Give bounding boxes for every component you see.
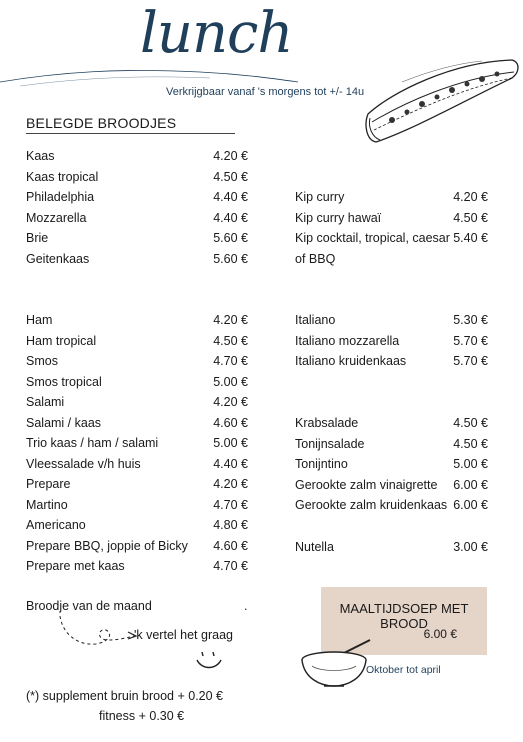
menu-item: [26, 310, 248, 331]
monthly-sandwich-label: Broodje van de maand: [26, 599, 152, 613]
item-name: Tonijnsalade: [295, 436, 365, 451]
item-price: 4.50 €: [453, 416, 488, 430]
item-name: Tonijntino: [295, 457, 348, 471]
item-price: 4.40 €: [213, 190, 248, 204]
menu-item: [295, 331, 488, 352]
smiley-icon: [194, 648, 224, 672]
menu-item: [295, 208, 488, 229]
menu-item: [26, 536, 248, 557]
menu-list-chicken: [295, 187, 488, 269]
menu-item: [295, 454, 488, 475]
item-price: 4.70 €: [213, 354, 248, 368]
item-price: 4.70 €: [213, 559, 248, 573]
item-name: Vleessalade v/h huis: [26, 456, 141, 471]
menu-list-fish: [295, 413, 488, 516]
menu-item: [26, 187, 248, 208]
item-name: Nutella: [295, 540, 334, 554]
item-price: 4.80 €: [213, 518, 248, 532]
menu-item: [26, 413, 248, 434]
menu-item: [26, 249, 248, 270]
item-name: Gerookte zalm vinaigrette: [295, 477, 438, 492]
menu-item: [26, 351, 248, 372]
item-name: Salami / kaas: [26, 415, 102, 430]
decorative-dot: .: [244, 599, 248, 613]
menu-item: [26, 146, 248, 167]
item-name: Smos tropical: [26, 374, 102, 389]
item-name: Gerookte zalm kruidenkaas: [295, 498, 448, 512]
menu-item: [295, 495, 488, 516]
item-name: Kip cocktail, tropical, caesar of BBQ: [295, 231, 450, 266]
item-price: 3.00 €: [453, 540, 488, 554]
menu-item: [295, 187, 488, 208]
item-price: 5.60 €: [213, 231, 248, 245]
item-name: Krabsalade: [295, 416, 359, 430]
menu-item: [26, 331, 248, 352]
menu-item: [26, 515, 248, 536]
item-price: 4.20 €: [213, 395, 248, 409]
item-name: Kaas tropical: [26, 169, 99, 184]
item-name: Italiano: [295, 313, 336, 327]
menu-item: [26, 454, 248, 475]
item-name: Prepare: [26, 477, 71, 491]
menu-item: [295, 537, 488, 558]
item-price: 4.20 €: [453, 190, 488, 204]
item-name: Geitenkaas: [26, 251, 90, 266]
item-price: 4.60 €: [213, 415, 248, 430]
page-title: lunch: [140, 1, 293, 66]
soup-bowl-icon: [298, 636, 374, 690]
menu-item: [26, 228, 248, 249]
menu-item: [295, 310, 488, 331]
item-name: Italiano kruidenkaas: [295, 354, 407, 368]
item-price: 5.40 €: [453, 231, 488, 245]
item-name: Martino: [26, 497, 68, 512]
page-subtitle: Verkrijgbaar vanaf 's morgens tot +/- 14u: [166, 86, 365, 98]
menu-item: [295, 475, 488, 496]
item-name: Smos: [26, 354, 58, 368]
item-price: 4.50 €: [453, 436, 488, 451]
item-price: 4.20 €: [213, 477, 248, 491]
item-name: Prepare met kaas: [26, 559, 125, 573]
item-price: 5.70 €: [453, 333, 488, 348]
menu-list-sweet: [295, 537, 488, 558]
menu-item: [26, 208, 248, 229]
menu-list-meat: [26, 310, 248, 577]
item-name: Americano: [26, 518, 86, 532]
item-price: 5.30 €: [453, 313, 488, 327]
menu-list-cheese: [26, 146, 248, 269]
item-price: 5.60 €: [213, 251, 248, 266]
menu-item: [295, 434, 488, 455]
menu-item: [26, 495, 248, 516]
item-name: Salami: [26, 395, 65, 409]
item-name: Italiano mozzarella: [295, 333, 400, 348]
menu-item: [295, 351, 488, 372]
menu-item: [26, 433, 248, 454]
supplement-note: (*) supplement bruin brood + 0.20 €: [26, 689, 223, 703]
item-name: Brie: [26, 231, 49, 245]
item-name: Prepare BBQ, joppie of Bicky: [26, 538, 188, 553]
sandwich-icon: [362, 52, 522, 152]
menu-item: [26, 392, 248, 413]
soup-season-note: Oktober tot april: [366, 664, 441, 676]
item-price: 4.20 €: [213, 149, 248, 163]
item-name: Ham tropical: [26, 333, 97, 348]
menu-list-italiano: [295, 310, 488, 372]
menu-item: [26, 556, 248, 577]
item-name: Philadelphia: [26, 190, 95, 204]
item-name: Kip curry hawaï: [295, 210, 382, 225]
item-price: 6.00 €: [453, 477, 488, 492]
item-price: 4.20 €: [213, 313, 248, 327]
item-price: 4.40 €: [213, 210, 248, 225]
item-name: Kaas: [26, 149, 55, 163]
item-name: Kip curry: [295, 190, 345, 204]
menu-item: [26, 372, 248, 393]
item-price: 6.00 €: [453, 498, 488, 512]
item-price: 4.70 €: [213, 497, 248, 512]
tell-you-label: 'k vertel het graag: [134, 628, 233, 642]
soup-price: 6.00 €: [423, 627, 457, 641]
item-price: 5.00 €: [453, 457, 488, 471]
menu-item: [295, 228, 488, 269]
supplement-note-fitness: fitness + 0.30 €: [99, 709, 185, 723]
item-price: 4.50 €: [213, 169, 248, 184]
item-price: 4.50 €: [453, 210, 488, 225]
item-name: Mozzarella: [26, 210, 87, 225]
item-price: 4.50 €: [213, 333, 248, 348]
soup-title: MAALTIJDSOEP MET BROOD: [339, 601, 469, 631]
item-price: 5.00 €: [213, 374, 248, 389]
dashed-arrow-icon: [56, 612, 140, 652]
section-divider: [26, 133, 235, 134]
item-price: 4.60 €: [213, 538, 248, 553]
item-price: 5.00 €: [213, 436, 248, 450]
menu-item: [26, 474, 248, 495]
item-price: 5.70 €: [453, 354, 488, 368]
item-name: Ham: [26, 313, 53, 327]
section-heading: BELEGDE BROODJES: [26, 115, 177, 131]
menu-item: [295, 413, 488, 434]
item-name: Trio kaas / ham / salami: [26, 436, 159, 450]
menu-item: [26, 167, 248, 188]
item-price: 4.40 €: [213, 456, 248, 471]
